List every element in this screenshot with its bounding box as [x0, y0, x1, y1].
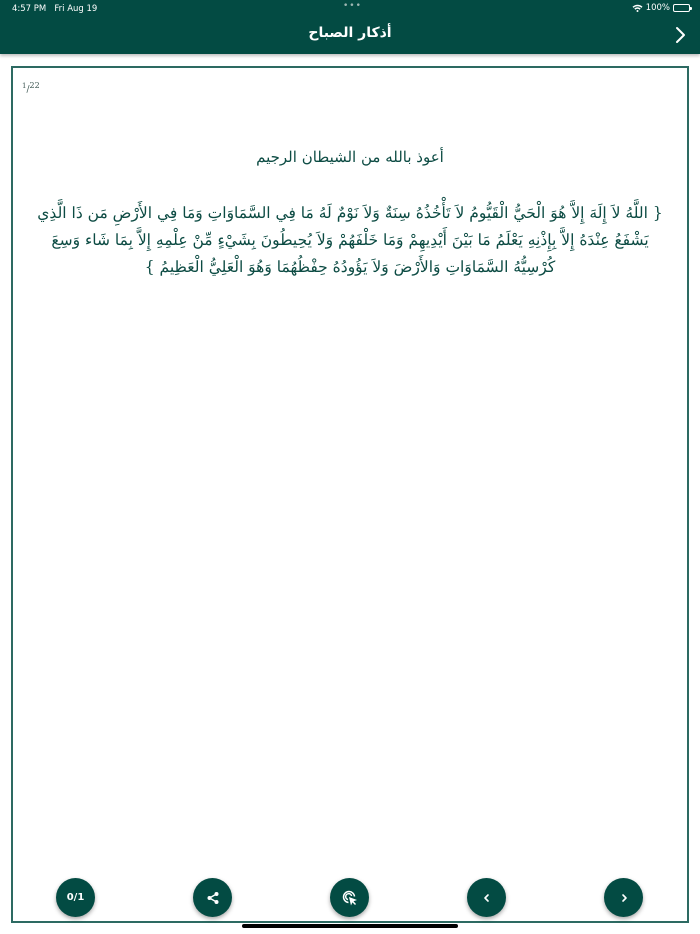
- back-button[interactable]: [670, 24, 690, 46]
- date-text: Fri Aug 19: [54, 4, 98, 14]
- previous-button[interactable]: [467, 878, 506, 917]
- wifi-icon: [632, 4, 643, 12]
- touch-tap-icon: [342, 890, 358, 906]
- counter-current: 1: [22, 82, 27, 90]
- multitask-dots[interactable]: •••: [343, 1, 362, 11]
- status-time: [12, 4, 97, 14]
- chevron-right-icon: [619, 893, 629, 903]
- battery-icon: [673, 4, 690, 12]
- status-bar: [0, 0, 700, 18]
- home-indicator[interactable]: [242, 924, 458, 928]
- status-indicators: [632, 3, 690, 13]
- dhikr-card: [11, 66, 689, 923]
- repeat-counter-text: 0/1: [66, 892, 85, 903]
- chevron-right-icon: [670, 24, 690, 46]
- dhikr-index: $^1/_{22}$: [22, 81, 40, 95]
- ayah-text: { اللَّهُ لاَ إِلَهَ إِلاَّ هُوَ الْحَيُّ الْقَيُّومُ لاَ تَأْخُذُهُ سِنَةٌ وَلاَ نَوْمٌ لَهُ مَا فِي السَّمَاوَاتِ وَمَا فِي الأَرْضِ مَن ذَا الَّذِي يَشْفَعُ عِنْدَهُ إِلاَّ بِإِذْنِهِ يَعْلَمُ مَا بَيْنَ أَيْدِيهِمْ وَمَا خَلْفَهُمْ وَلاَ يُحِيطُونَ بِشَيْءٍ مِّنْ عِلْمِهِ إِلاَّ بِمَا شَاء وَسِعَ كُرْسِيُّهُ السَّمَاوَاتِ وَالأَرْضَ وَلاَ يَؤُودُهُ حِفْظُهُمَا وَهُوَ الْعَلِيُّ الْعَظِيمُ }: [37, 204, 663, 276]
- time-text: 4:57 PM: [12, 4, 47, 14]
- repeat-counter-button[interactable]: [56, 878, 95, 917]
- taawwudh-text: أعوذ بالله من الشيطان الرجيم: [256, 148, 444, 166]
- battery-percent: 100%: [645, 3, 670, 13]
- chevron-left-icon: [482, 893, 492, 903]
- tap-count-button[interactable]: [330, 878, 369, 917]
- share-icon: [206, 891, 220, 905]
- next-button[interactable]: [604, 878, 643, 917]
- share-button[interactable]: [193, 878, 232, 917]
- counter-total: 22: [29, 81, 40, 90]
- page-title: أذكار الصباح: [308, 25, 392, 41]
- app-header: [0, 0, 700, 54]
